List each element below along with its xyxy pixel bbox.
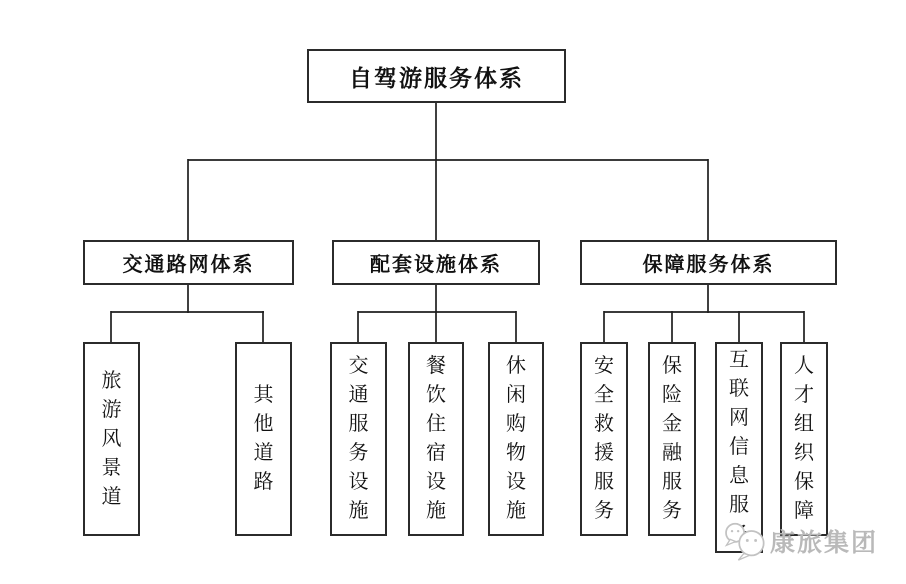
node-safety-rescue-services <box>580 342 628 536</box>
leaf-node-label: 人 才 组 织 保 障 <box>794 355 814 522</box>
node-supporting-facilities-system <box>332 240 540 285</box>
leaf-node-label: 旅 游 风 景 道 <box>101 369 122 508</box>
node-dining-lodging-facilities <box>408 342 464 536</box>
node-insurance-finance-services <box>648 342 696 536</box>
leaf-node-label: 安 全 救 援 服 务 <box>594 355 614 522</box>
wechat-bubbles-icon <box>722 521 770 561</box>
root-node-label: 自驾游服务体系 <box>349 65 524 91</box>
branch-node-label: 交通路网体系 <box>122 254 255 276</box>
node-support-services-system <box>580 240 837 285</box>
leaf-node-label: 保 险 金 融 服 务 <box>662 355 682 522</box>
leaf-node-label: 其 他 道 路 <box>253 384 274 493</box>
leaf-node-label: 餐 饮 住 宿 设 施 <box>426 355 446 522</box>
node-other-roads <box>235 342 292 536</box>
branch-node-label: 保障服务体系 <box>642 254 775 276</box>
node-traffic-road-network-system <box>83 240 294 285</box>
branch-node-label: 配套设施体系 <box>370 254 502 276</box>
node-leisure-shopping-facilities <box>488 342 544 536</box>
leaf-node-label: 休 闲 购 物 设 施 <box>506 355 526 522</box>
node-traffic-service-facilities <box>330 342 387 536</box>
leaf-node-label: 互 联 网 信 息 服 <box>729 349 749 516</box>
watermark-text: 康旅集团 <box>770 530 879 557</box>
leaf-node-label: 交 通 服 务 设 施 <box>348 355 369 522</box>
watermark <box>722 521 878 561</box>
node-tourism-scenic-road <box>83 342 140 536</box>
node-talent-organization-support <box>780 342 828 536</box>
node-self-driving-tour-service-system <box>307 49 566 103</box>
